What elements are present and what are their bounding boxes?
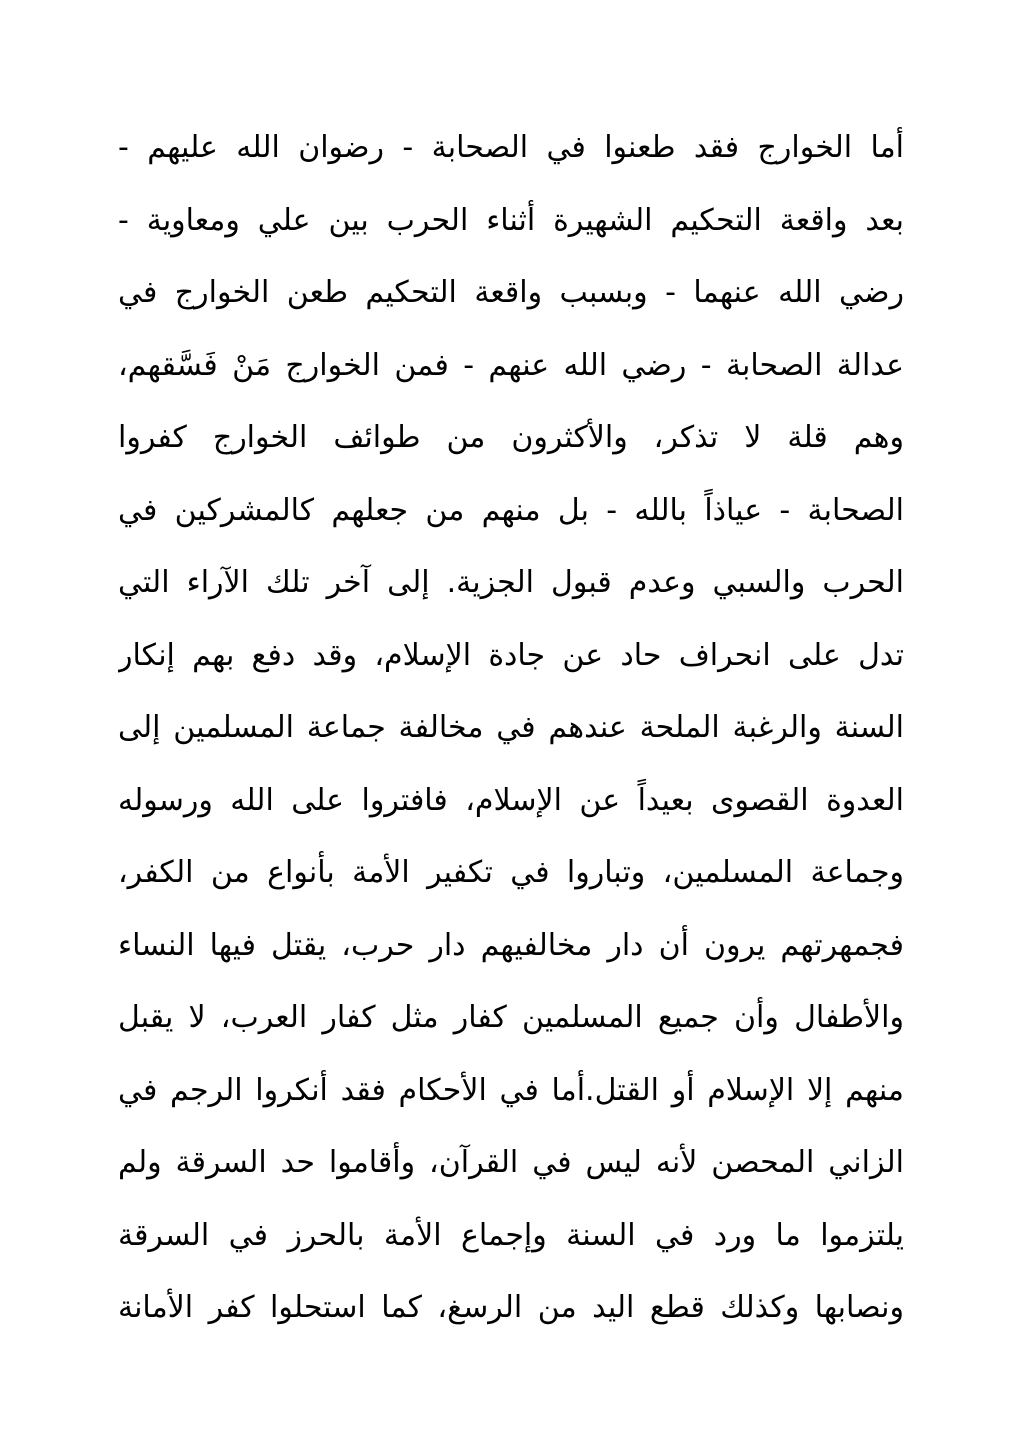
text-line-5: وهم قلة لا تذكر، والأكثرون من طوائف الخوارج كفروا — [118, 420, 904, 455]
text-line-3: رضي الله عنهما - وبسبب واقعة التحكيم طعن الخوارج في — [118, 275, 904, 310]
text-line-16: يلتزموا ما ورد في السنة وإجماع الأمة بالحرز في السرقة — [118, 1217, 904, 1253]
text-line-11: وجماعة المسلمين، وتباروا في تكفير الأمة بأنواع من الكفر، — [118, 855, 904, 890]
text-line-12: فجمهرتهم يرون أن دار مخالفيهم دار حرب، يقتل فيها النساء — [118, 927, 904, 963]
text-line-1: أما الخوارج فقد طعنوا في الصحابة - رضوان الله عليهم - — [118, 130, 904, 165]
text-line-13: والأطفال وأن جميع المسلمين كفار مثل كفار العرب، لا يقبل — [118, 1000, 904, 1035]
text-line-10: العدوة القصوى بعيداً عن الإسلام، فافتروا على الله ورسوله — [118, 782, 904, 818]
text-line-15: الزاني المحصن لأنه ليس في القرآن، وأقاموا حد السرقة ولم — [118, 1145, 904, 1180]
text-line-17: ونصابها وكذلك قطع اليد من الرسغ، كما استحلوا كفر الأمانة — [118, 1290, 904, 1325]
text-line-9: السنة والرغبة الملحة عندهم في مخالفة جماعة المسلمين إلى — [118, 710, 904, 745]
text-line-6: الصحابة - عياذاً بالله - بل منهم من جعلهم كالمشركين في — [118, 492, 904, 528]
text-line-4: عدالة الصحابة - رضي الله عنهم - فمن الخوارج مَنْ فَسَّقهم، — [118, 347, 904, 383]
body-text — [118, 112, 904, 1345]
text-line-2: بعد واقعة التحكيم الشهيرة أثناء الحرب بين علي ومعاوية - — [118, 202, 904, 238]
text-line-8: تدل على انحراف حاد عن جادة الإسلام، وقد دفع بهم إنكار — [118, 637, 904, 673]
text-line-7: الحرب والسبي وعدم قبول الجزية. إلى آخر تلك الآراء التي — [118, 565, 904, 600]
text-line-14: منهم إلا الإسلام أو القتل.أما في الأحكام فقد أنكروا الرجم في — [118, 1072, 904, 1108]
